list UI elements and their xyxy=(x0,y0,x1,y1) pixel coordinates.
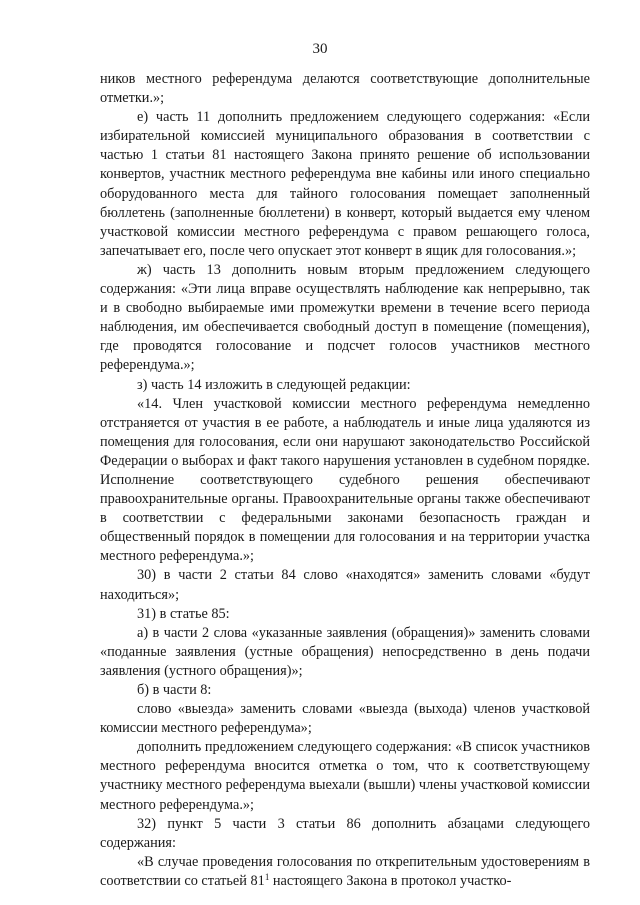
paragraph-add-sentence: дополнить предложением следующего содержания: «В список участников местного референдума вносится отметка о том, что к соответствующему участнику местного референдума выехали (вышли) члены участковой комиссии местного референдума.»; xyxy=(100,739,590,813)
document-body xyxy=(100,70,590,891)
paragraph-item-a: а) в части 2 слова «указанные заявления (обращения)» заменить словами «поданные заявления (устные обращения) непосредственно в день подачи заявления (устного обращения)»; xyxy=(100,624,590,679)
paragraph-item-e: е) часть 11 дополнить предложением следующего содержания: «Если избирательной комиссией муниципального образования в соответствии с частью 1 статьи 81 настоящего Закона принято решение об использовании конвертов, участник местного референдума вне кабины или иного специально оборудованного места для тайного голосования помещает заполненный бюллетень (заполненные бюллетени) в конверт, который выдается ему членом участковой комиссии местного референдума с правом решающего голоса, запечатывает его, после чего опускает этот конверт в ящик для голосования.»; xyxy=(100,109,590,259)
paragraph-part-14: «14. Член участковой комиссии местного референдума немедленно отстраняется от участия в ее работе, а наблюдатель и иные лица удаляются из помещения для голосования, если они нарушают законодательство Российской Федерации о выборах и факт такого нарушения установлен в судебном порядке. Исполнение соответствующего судебного решения обеспечивают правоохранительные органы. Правоохранительные органы также обеспечивают в соответствии с федеральными законами безопасность граждан и общественный порядок в помещении для голосования и на территории участка местного референдума.»; xyxy=(100,395,590,565)
paragraph-last xyxy=(100,853,590,891)
last-paragraph-before: «В случае проведения голосования по открепительным удостоверениям в соответствии со статьей 81 xyxy=(100,853,590,889)
paragraph-item-b: б) в части 8: xyxy=(137,682,212,698)
paragraph-continuation: ников местного референдума делаются соответствующие дополнительные отметки.»; xyxy=(100,71,590,107)
last-paragraph-after: настоящего Закона в протокол участко- xyxy=(269,872,512,889)
paragraph-item-31: 31) в статье 85: xyxy=(137,605,230,622)
superscript-article: 1 xyxy=(264,871,270,882)
paragraph-item-32: 32) пункт 5 части 3 статьи 86 дополнить абзацами следующего содержания: xyxy=(100,815,590,851)
page-number: 30 xyxy=(312,41,328,57)
paragraph-replace-word: слово «выезда» заменить словами «выезда (выхода) членов участковой комиссии местного референдума»; xyxy=(100,701,590,737)
paragraph-item-zh: ж) часть 13 дополнить новым вторым предложением следующего содержания: «Эти лица вправе осуществлять наблюдение как непрерывно, так и в свободно выбираемые ими промежутки времени в течение всего периода наблюдения, им обеспечивается свободный доступ в помещение (помещения), где проводятся голосование и подсчет голосов участников местного референдума.»; xyxy=(100,261,590,374)
paragraph-item-30: 30) в части 2 статьи 84 слово «находятся» заменить словами «будут находиться»; xyxy=(100,567,590,603)
paragraph-item-z: з) часть 14 изложить в следующей редакции: xyxy=(137,376,411,393)
